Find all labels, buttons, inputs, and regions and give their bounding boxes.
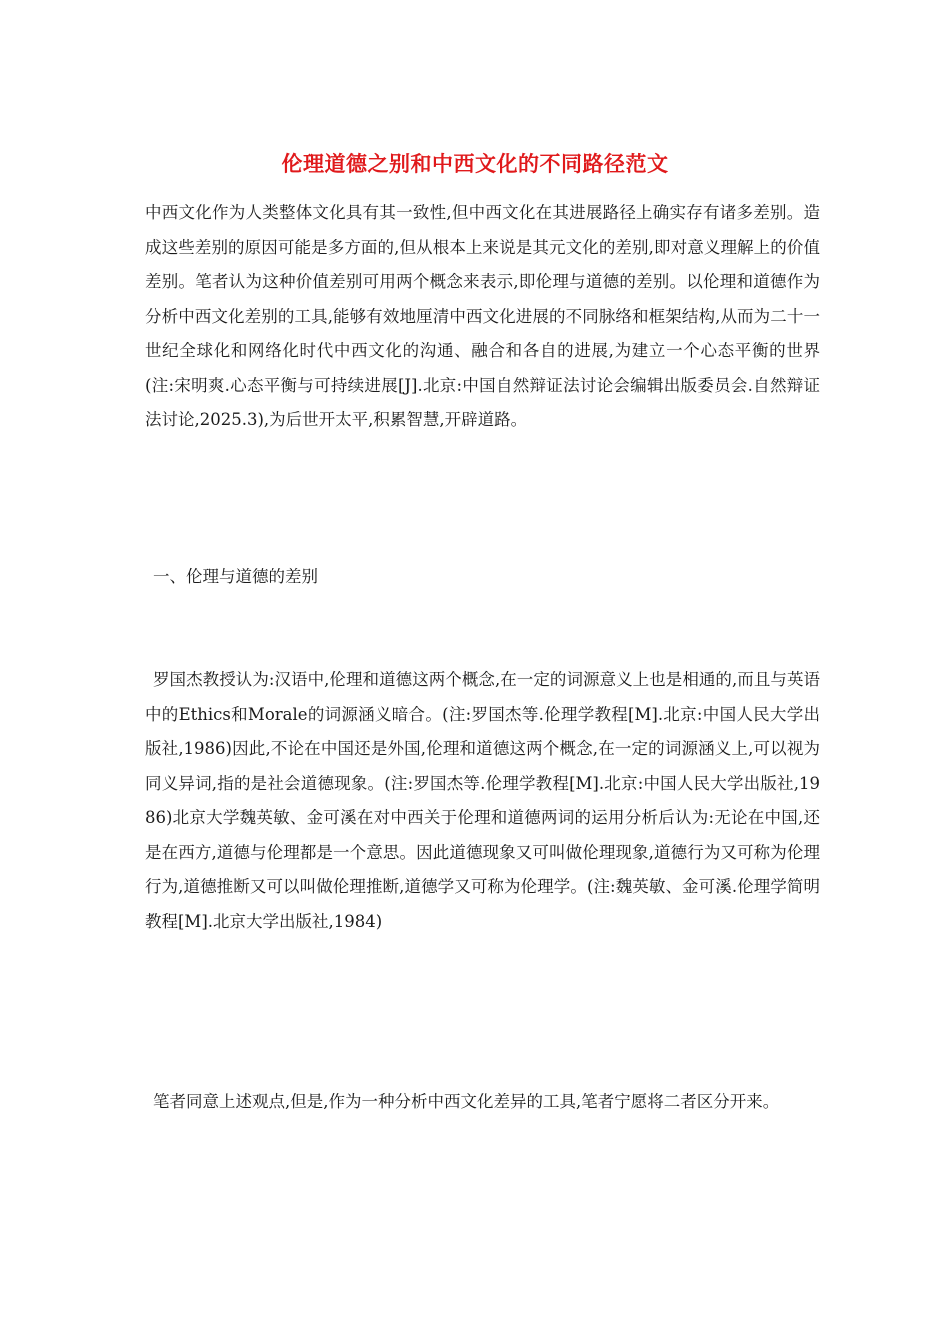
intro-paragraph: 中西文化作为人类整体文化具有其一致性,但中西文化在其进展路径上确实存有诸多差别。造成这些差别的原因可能是多方面的,但从根本上来说是其元文化的差别,即对意义理解上的价值差别。笔者认为这种价值差别可用两个概念来表示,即伦理与道德的差别。以伦理和道德作为分析中西文化差别的工具,能够有效地厘清中西文化进展的不同脉络和框架结构,从而为二十一世纪全球化和网络化时代中西文化的沟通、融合和各自的进展,为建立一个心态平衡的世界(注:宋明爽.心态平衡与可持续进展[J].北京:中国自然辩证法讨论会编辑出版委员会.自然辩证法讨论,2025.3),为后世开太平,积累智慧,开辟道路。 (145, 203, 820, 429)
body-paragraph-3: 笔者同意上述观点,但是,作为一种分析中西文化差异的工具,笔者宁愿将二者区分开来。 (153, 1092, 780, 1111)
section-heading: 一、伦理与道德的差别 (153, 567, 318, 586)
body-paragraph-2: 罗国杰教授认为:汉语中,伦理和道德这两个概念,在一定的词源意义上也是相通的,而且与英语中的Ethics和Morale的词源涵义暗合。(注:罗国杰等.伦理学教程[M].北京:中国人民大学出版社,1986)因此,不论在中国还是外国,伦理和道德这两个概念,在一定的词源涵义上,可以视为同义异词,指的是社会道德现象。(注:罗国杰等.伦理学教程[M].北京:中国人民大学出版社,1986)北京大学魏英敏、金可溪在对中西关于伦理和道德两词的运用分析后认为:无论在中国,还是在西方,道德与伦理都是一个意思。因此道德现象又可叫做伦理现象,道德行为又可称为伦理行为,道德推断又可以叫做伦理推断,道德学又可称为伦理学。(注:魏英敏、金可溪.伦理学简明教程[M].北京大学出版社,1984) (145, 670, 820, 931)
document-title: 伦理道德之别和中西文化的不同路径范文 (281, 152, 669, 176)
